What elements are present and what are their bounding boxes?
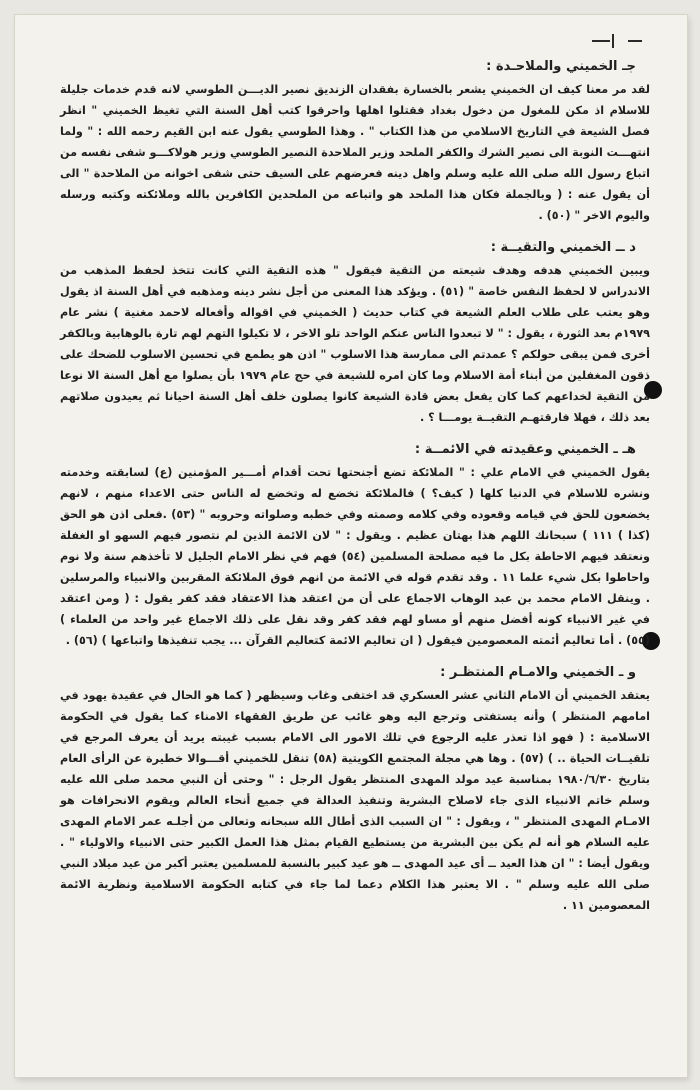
section-paragraph: يقول الخميني في الامام علي : " الملائكة تضع أجنحتها تحت أقدام أمـــير المؤمنين (ع) لسابقته وخدمته ونشره للاسلام في الدنيا كلها ( كيف؟ ) فالملائكة تخضع له وتخضع له الناس حتى الاعداء منهم ، لانهم يخضعون للحق في قيامه وقعوده وفي كلامه وصمته وفي خطبه وصلواته وحروبه " (٥٣) .فعلى اذن هو الحق (كذا ) ١١١ ) سبحانك اللهم هذا بهتان عظيم . ويقول : " لان الائمة الذين لم نتصور فيهم السهو او الغفلة ونعتقد فيهم الاحاطة بكل ما فيه مصلحة المسلمين (٥٤) فهم في نظر الامام الجليل لا تأخذهم سنة ولا نوم واحاطوا بكل شيء علما ١١ . وقد تقدم قوله في الائمة من انهم فوق الملائكة المقربين والانبياء والمرسلين . وينقل الامام محمد بن عبد الوهاب الاجماع على أن من اعتقد هذا الاعتقاد فقد كفر يقول : ( ومن اعتقد في غير الانبياء كونه أفضل منهم أو مساو لهم فقد كفر وقد نقل على ذلك الاجماع غير واحد من العلماء ) (٥٥) . أما تعاليم أئمته المعصومين فيقول ( ان تعاليم الائمة كتعاليم القرآن ... يجب تنفيذها واتباعها ) (٥٦) . [60, 466, 651, 647]
document-body [60, 55, 650, 926]
section-paragraph: يعتقد الخميني أن الامام الثاني عشر العسكري قد اختفى وغاب وسيظهر ( كما هو الحال في عقيدة يهود في امامهم المنتظر ) وأنه يستفتى وترجع اليه وهو غائب عن طريق الفقهاء الامناء كما يقول في الحكومة الاسلامية : ( فهو اذا تعذر عليه الرجوع في تلك الامور الى الامام بسبب غيبته يريد أن يعرف المرجع في تلقيــات الحياة .. ) (٥٧) . وها هي مجلة المجتمع الكويتية (٥٨) تنقل للخميني أقـــوالا خطيرة عن الرأى العام بتاريخ ١٩٨٠/٦/٣٠ بمناسبة عيد مولد المهدى المنتظر يقول الرجل : " وحتى أن النبي محمد صلى الله عليه وسلم خاتم الانبياء الذى جاء لاصلاح البشرية وتنفيذ العدالة في جميع أنحاء العالم ويقوم الانحرافات هو الامـام المهدى المنتظر " ، ويقول : " ان السبب الذى أطال الله سبحانه وتعالى من أجلـه عمر الامام المهدى عليه السلام هو أنه لم يكن بين البشرية من يستطيع القيام بمثل هذا العمل الكبير حتى الانبياء والاولياء " . ويقول أيضا : " ان هذا العيد ــ أى عيد المهدى ــ هو عيد كبير بالنسبة للمسلمين يعتبر أكبر من عيد ميلاد النبي صلى الله عليه وسلم " . الا يعتبر هذا الكلام دعما لما جاء في كتابه الحكومة الاسلامية ونظرية الائمة المعصومين ١١ . [60, 689, 650, 912]
section-paragraph: ويبين الخميني هدفه وهدف شيعته من التقية فيقول " هذه التقية التي كانت تتخذ لحفظ المذهب من الاندراس لا لحفظ النفس خاصة " (٥١) . ويؤكد هذا المعنى من أجل نشر دينه ومذهبه في أهل السنة اذ يقول وهو يعتب على طلاب العلم الشيعة في كتاب حديث ( الخميني في اقواله وأفعاله لاحمد مغنية ) نشر عام ١٩٧٩م بعد الثورة ، يقول : " لا تبعدوا الناس عنكم الواحد تلو الاخر ، لا تكيلوا التهم لهم تارة بالوهابية وبالكفر أخرى فمن يبقى حولكم ؟ عمدتم الى ممارسة هذا الاسلوب " اذن هو يطمع في تحسين الاسلوب للضحك على ذقون المغفلين من أبناء أمة الاسلام وما كان امره للشيعة في حج عام ١٩٧٩ بأن يصلوا مع أهل السنة الا نوعا من التقية لخداعهم كما كان يفعل بعض قادة الشيعة كانوا يصلون خلف أهل السنة احيانا ثم يعيدون صلاتهم بعد ذلك ، فهلا فارقتهـم التقيــة يومـــا ؟ . [60, 264, 651, 424]
section-title: جـ الخميني والملاحـدة : [486, 59, 636, 74]
section-title: هـ ـ الخميني وعقيدته في الائمــة : [414, 442, 636, 457]
section-title: د ــ الخميني والتقيــة : [490, 240, 636, 255]
corner-registration-mark [592, 40, 610, 42]
section-paragraph: لقد مر معنا كيف ان الخميني يشعر بالخسارة بفقدان الزنديق نصير الديـــن الطوسي لانه قدم خدمات جليلة للاسلام اذ مكن للمغول من دخول بغداد فقتلوا اهلها واحرقوا كتب أهل السنة التي تغيظ الخميني " انظر فصل الشيعة في التاريخ الاسلامي من هذا الكتاب " . وهذا الطوسي يقول عنه ابن القيم رحمه الله : " ولما انتهـــت النوبة الى نصير الشرك والكفر الملحد وزير الملاحدة النصير الطوسي وزير هولاكـــو شفى نفسه من اتباع رسول الله صلى الله عليه وسلم واهل دينه فعرضهم على السيف حتى شفى اخوانه من الملاحدة " الى أن يقول عنه : ( وبالجملة فكان هذا الملحد هو واتباعه من الملحدين الكافرين بالله وملائكته وكتبه ورسله واليوم الاخر " (٥٠) . [60, 83, 650, 222]
corner-registration-mark [628, 40, 642, 42]
section-title: و ـ الخميني والامـام المنتظـر : [440, 665, 636, 680]
corner-registration-mark [612, 34, 614, 48]
